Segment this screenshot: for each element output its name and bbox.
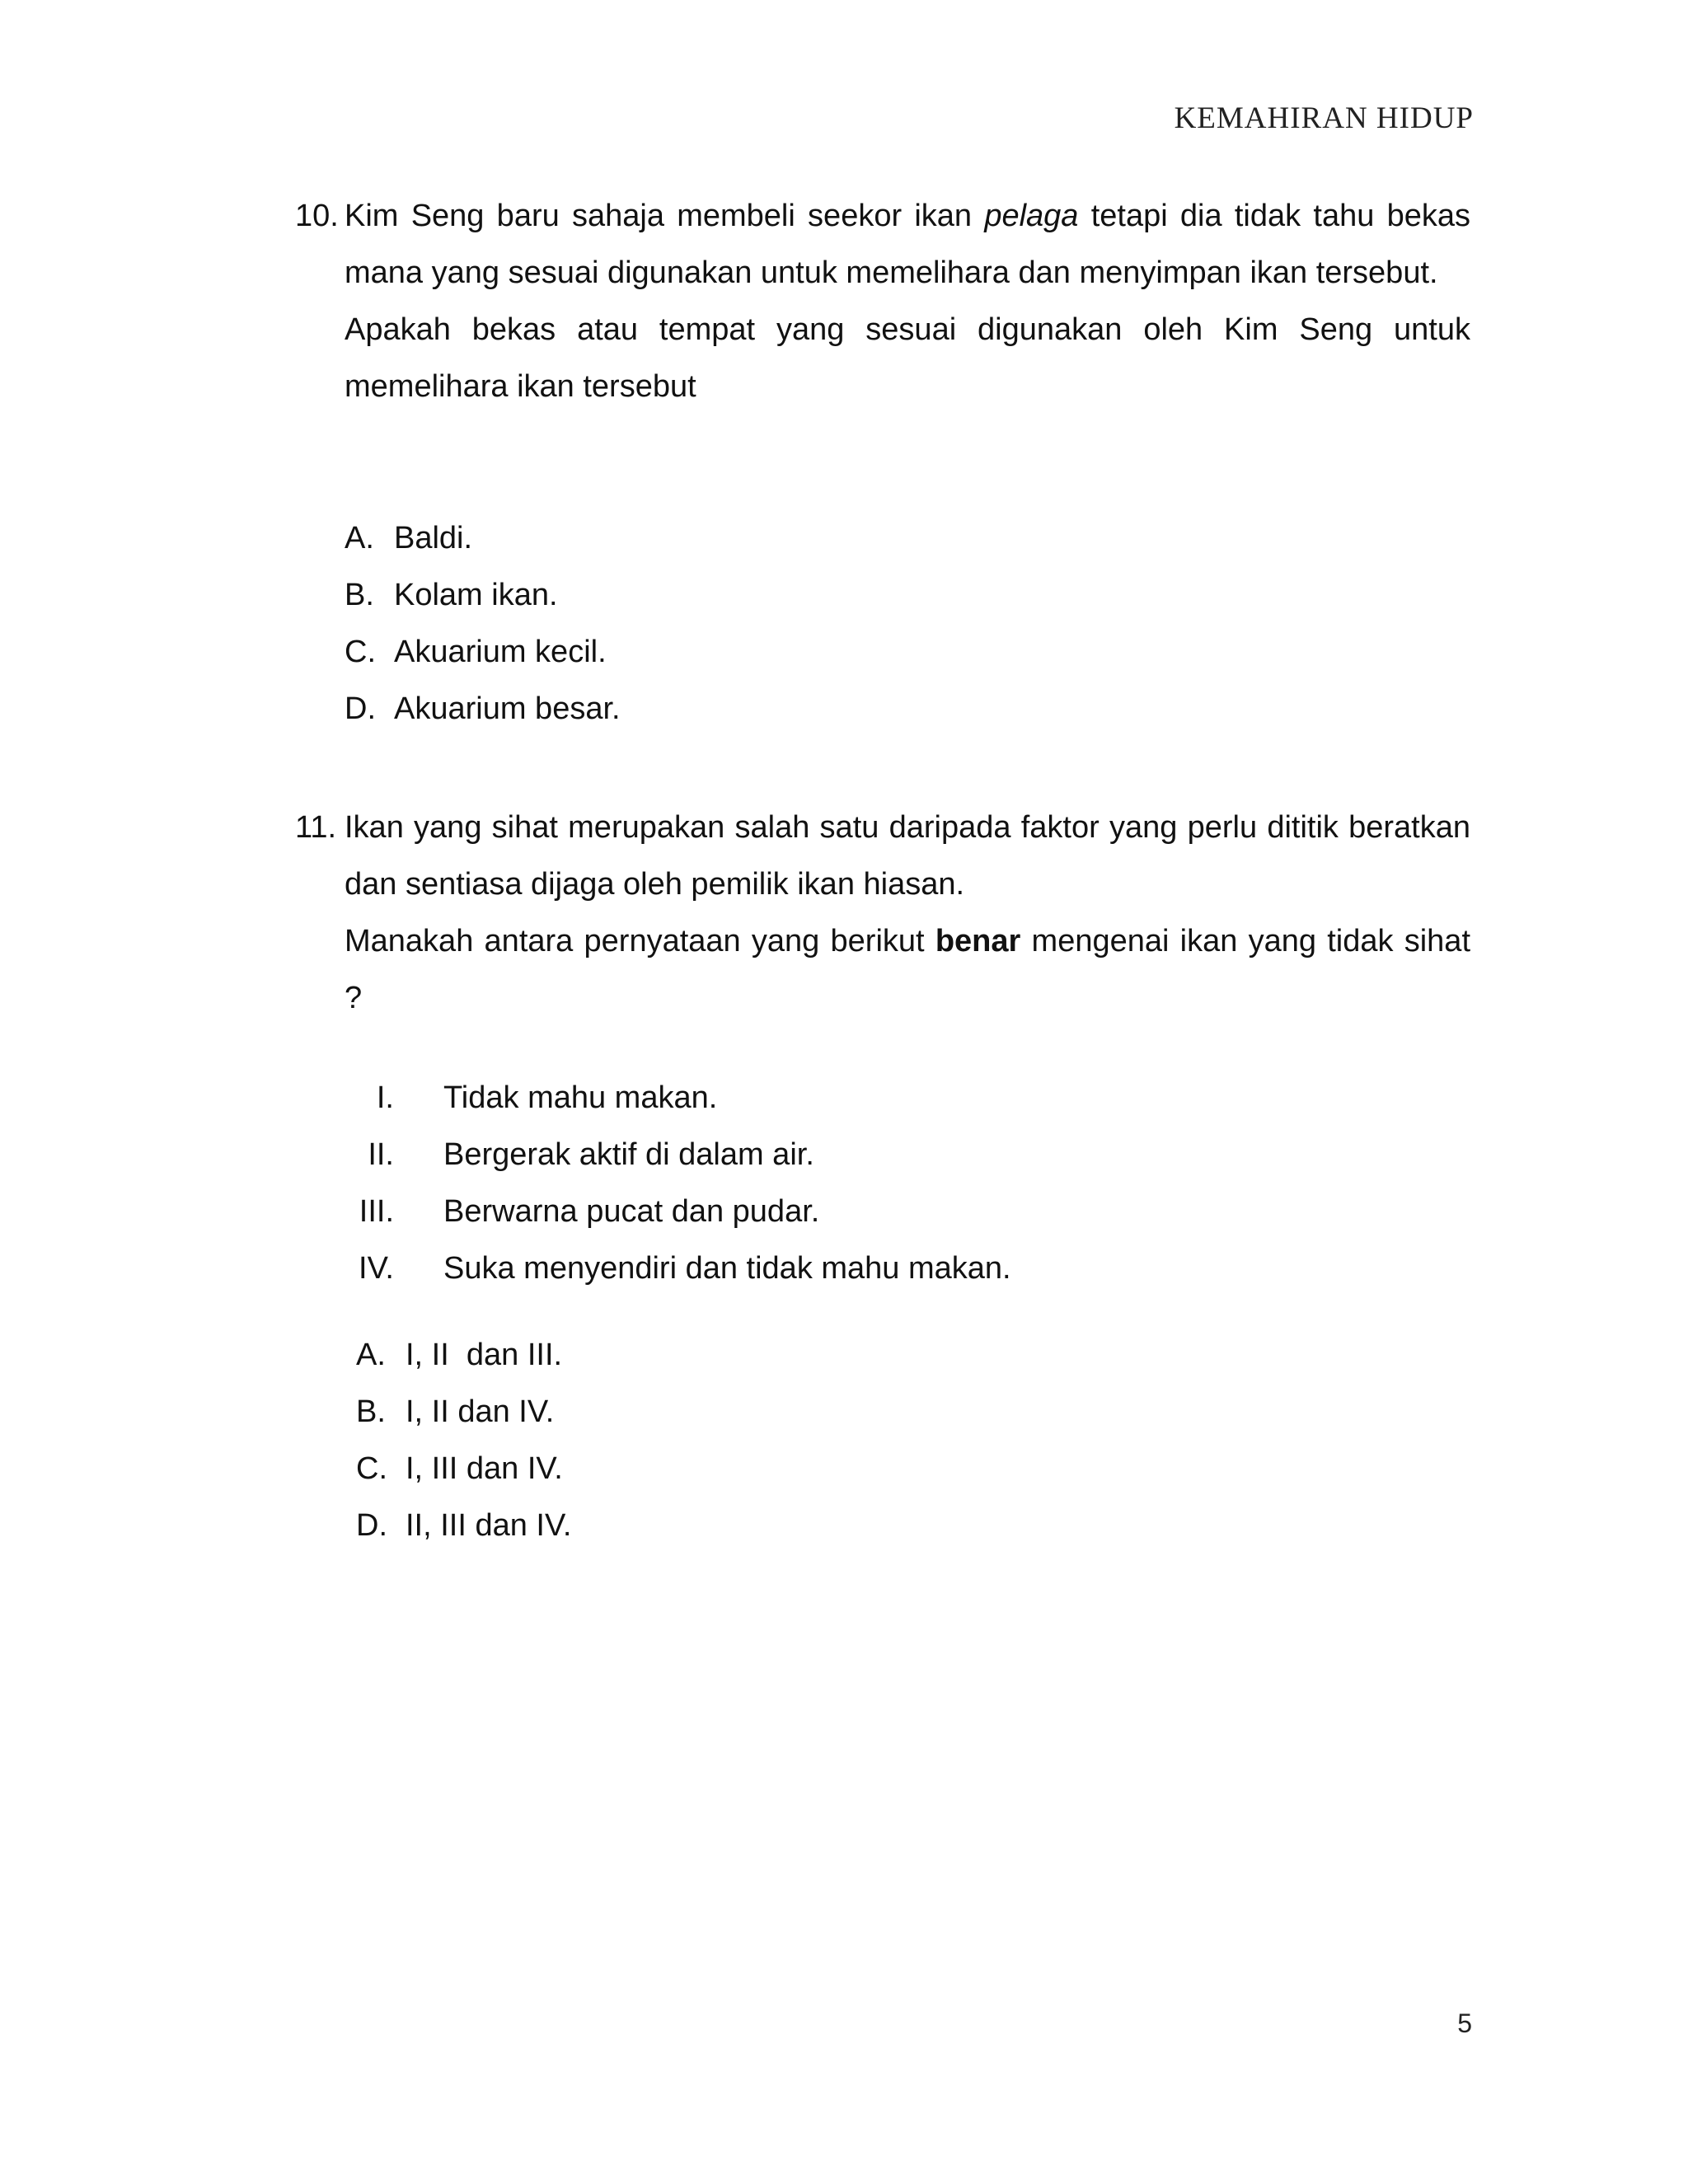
question-11-bold-word: benar: [935, 924, 1021, 958]
statement-item: II. Bergerak aktif di dalam air.: [368, 1137, 814, 1172]
question-10: [295, 188, 1470, 415]
page-number: 5: [1457, 2008, 1472, 2038]
question-10-italic-word: pelaga: [984, 199, 1079, 233]
statement-item: IV. Suka menyendiri dan tidak mahu makan.: [359, 1251, 1011, 1286]
statement-item: I. Tidak mahu makan.: [376, 1080, 718, 1115]
option-c[interactable]: C. I, III dan IV.: [356, 1451, 563, 1486]
option-a[interactable]: A. Baldi.: [345, 521, 473, 555]
question-10-prompt: Apakah bekas atau tempat yang sesuai digunakan oleh Kim Seng untuk memelihara ikan tersebut: [345, 312, 1470, 404]
option-d[interactable]: D. II, III dan IV.: [356, 1508, 572, 1543]
question-10-options: [345, 510, 621, 738]
question-11-statements: [345, 1070, 1011, 1297]
question-10-number: 10.: [295, 199, 339, 233]
option-d[interactable]: D. Akuarium besar.: [345, 691, 621, 726]
option-a[interactable]: A. I, II dan III.: [356, 1338, 563, 1372]
question-11-number: 11.: [295, 810, 337, 845]
statement-item: III. Berwarna pucat dan pudar.: [359, 1194, 820, 1229]
question-11-text: Ikan yang sihat merupakan salah satu daripada faktor yang perlu dititik beratkan dan sentiasa dijaga oleh pemilik ikan hiasan.: [345, 810, 1470, 902]
question-10-text: Kim Seng baru sahaja membeli seekor ikan pelaga tetapi dia tidak tahu bekas mana yang sesuai digunakan untuk memelihara dan menyimpan ikan tersebut.: [345, 199, 1470, 290]
option-c[interactable]: C. Akuarium kecil.: [345, 635, 607, 669]
option-b[interactable]: B. I, II dan IV.: [356, 1394, 555, 1429]
question-11-prompt: Manakah antara pernyataan yang berikut benar mengenai ikan yang tidak sihat ?: [345, 924, 1470, 1015]
question-11-options: [356, 1327, 571, 1554]
page-header-title: KEMAHIRAN HIDUP: [1174, 101, 1474, 135]
question-11: [295, 799, 1470, 1027]
option-b[interactable]: B. Kolam ikan.: [345, 578, 558, 612]
